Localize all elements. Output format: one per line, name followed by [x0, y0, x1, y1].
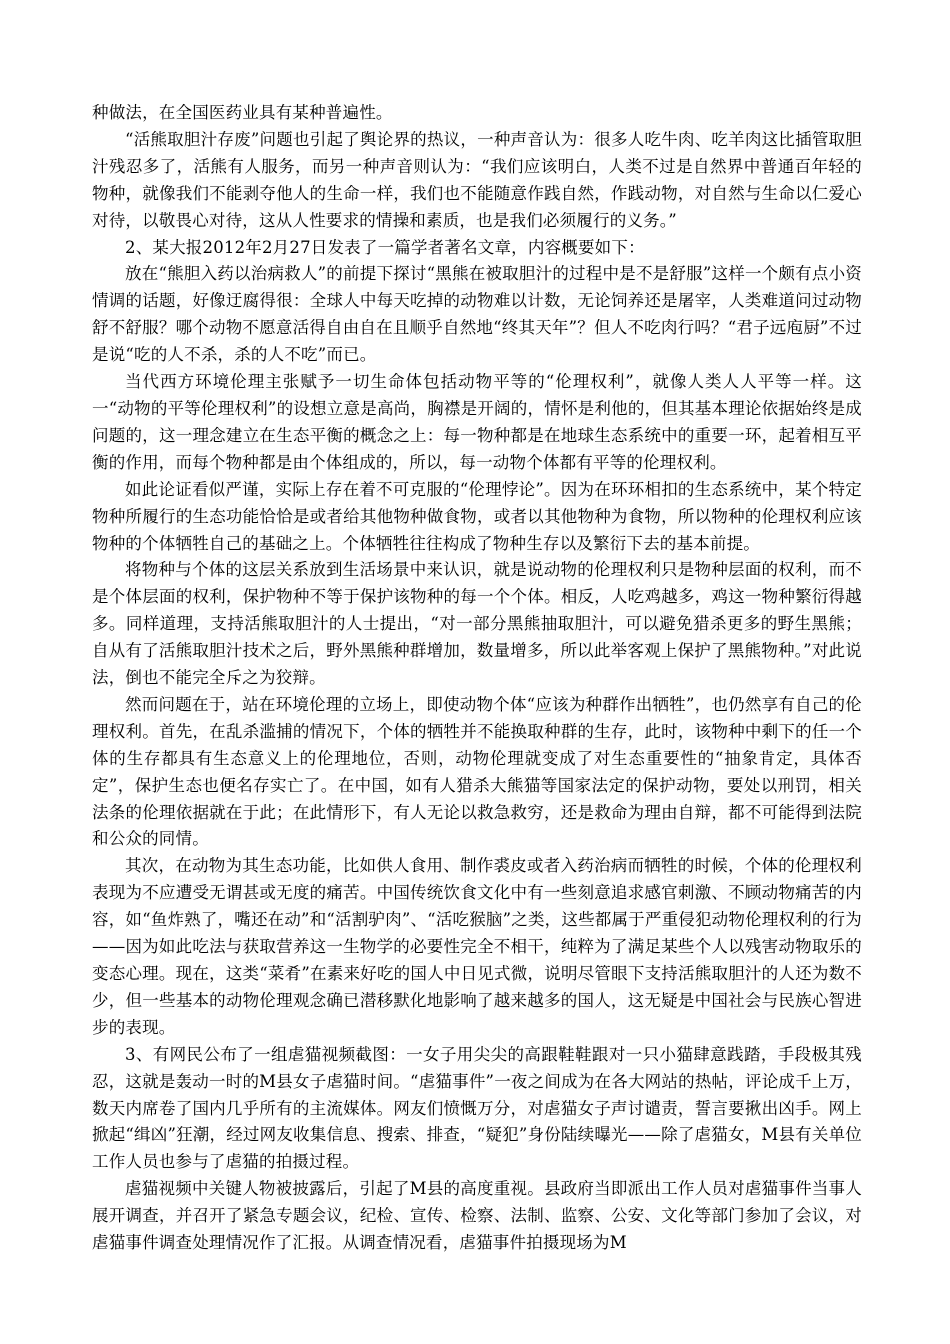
- paragraph-11: 虐猫视频中关键人物被披露后，引起了M县的高度重视。县政府当即派出工作人员对虐猫事件当事人展开调查，并召开了紧急专题会议，纪检、宣传、检察、法制、监察、公安、文化等部门参加了会议，对虐猫事件调查处理情况作了汇报。从调查情况看，虐猫事件拍摄现场为M: [92, 1179, 862, 1253]
- document-page: [92, 100, 862, 1257]
- paragraph-1: 种做法，在全国医药业具有某种普遍性。: [92, 103, 393, 122]
- paragraph-5: 当代西方环境伦理主张赋予一切生命体包括动物平等的“伦理权利”，就像人类人人平等一样。这一“动物的平等伦理权利”的设想立意是高尚，胸襟是开阔的，情怀是利他的，但其基本理论依据始终是成问题的，这一理念建立在生态平衡的概念之上：每一物种都是在地球生态系统中的重要一环，起着相互平衡的作用，而每个物种都是由个体组成的，所以，每一动物个体都有平等的伦理权利。: [92, 372, 862, 472]
- paragraph-3-heading-item-2: 2、某大报2012年2月27日发表了一篇学者著名文章，内容概要如下：: [125, 237, 645, 257]
- paragraph-8: 然而问题在于，站在环境伦理的立场上，即使动物个体“应该为种群作出牺牲”，也仍然享有自己的伦理权利。首先，在乱杀滥捕的情况下，个体的牺牲并不能换取种群的生存，此时，该物种中剩下的任一个体的生存都具有生态意义上的伦理地位，否则，动物伦理就变成了对生态重要性的“抽象肯定，具体否定”，保护生态也便名存实亡了。在中国，如有人猎杀大熊猫等国家法定的保护动物，要处以刑罚，相关法条的伦理依据就在于此；在此情形下，有人无论以救急救穷，还是救命为理由自辩，都不可能得到法院和公众的同情。: [92, 694, 862, 849]
- paragraph-6: 如此论证看似严谨，实际上存在着不可克服的“伦理悖论”。因为在环环相扣的生态系统中，某个特定物种所履行的生态功能恰恰是或者给其他物种做食物，或者以其他物种为食物，所以物种的伦理权利应该物种的个体牺牲自己的基础之上。个体牺牲往往构成了物种生存以及繁衍下去的基本前提。: [92, 479, 862, 553]
- paragraph-9: 其次，在动物为其生态功能，比如供人食用、制作裘皮或者入药治病而牺牲的时候，个体的伦理权利表现为不应遭受无谓甚或无度的痛苦。中国传统饮食文化中有一些刻意追求感官刺激、不顾动物痛苦的内容，如“鱼炸熟了，嘴还在动”和“活割驴肉”、“活吃猴脑”之类，这些都属于严重侵犯动物伦理权利的行为——因为如此吃法与获取营养这一生物学的必要性完全不相干，纯粹为了满足某些个人以残害动物取乐的变态心理。现在，这类“菜肴”在素来好吃的国人中日见式微，说明尽管眼下支持活熊取胆汁的人还为数不少，但一些基本的动物伦理观念确已潜移默化地影响了越来越多的国人，这无疑是中国社会与民族心智进步的表现。: [92, 856, 862, 1037]
- paragraph-2: “活熊取胆汁存废”问题也引起了舆论界的热议，一种声音认为：很多人吃牛肉、吃羊肉这比插管取胆汁残忍多了，活熊有人服务，而另一种声音则认为：“我们应该明白，人类不过是自然界中普通百年轻的物种，就像我们不能剥夺他人的生命一样，我们也不能随意作践自然，作践动物，对自然与生命以仁爱心对待，以敬畏心对待，这从人性要求的情操和素质，也是我们必须履行的义务。”: [92, 129, 862, 230]
- paragraph-7: 将物种与个体的这层关系放到生活场景中来认识，就是说动物的伦理权利只是物种层面的权利，而不是个体层面的权利，保护物种不等于保护该物种的每一个个体。相反，人吃鸡越多，鸡这一物种繁衍得越多。同样道理，支持活熊取胆汁的人士提出，“对一部分黑熊抽取胆汁，可以避免猎杀更多的野生黑熊；自从有了活熊取胆汁技术之后，野外黑熊种群增加，数量增多，所以此举客观上保护了黑熊物种。”对此说法，倒也不能完全斥之为狡辩。: [92, 560, 862, 688]
- paragraph-4: 放在“熊胆入药以治病救人”的前提下探讨“黑熊在被取胆汁的过程中是不是舒服”这样一个颇有点小资情调的话题，好像迂腐得很：全球人中每天吃掉的动物难以计数，无论饲养还是屠宰，人类难道问过动物舒不舒服？哪个动物不愿意活得自由自在且顺乎自然地“终其天年”？但人不吃肉行吗？“君子远庖厨”不过是说“吃的人不杀，杀的人不吃”而已。: [92, 264, 862, 365]
- paragraph-10-item-3: 3、有网民公布了一组虐猫视频截图：一女子用尖尖的高跟鞋鞋跟对一只小猫肆意践踏，手段极其残忍，这就是轰动一时的M县女子虐猫时间。“虐猫事件”一夜之间成为在各大网站的热帖，评论成千上万，数天内席卷了国内几乎所有的主流媒体。网友们愤慨万分，对虐猫女子声讨谴责，誓言要揪出凶手。网上掀起“缉凶”狂潮，经过网友收集信息、搜索、排查，“疑犯”身份陆续曝光——除了虐猫女，M县有关单位工作人员也参与了虐猫的拍摄过程。: [92, 1044, 862, 1172]
